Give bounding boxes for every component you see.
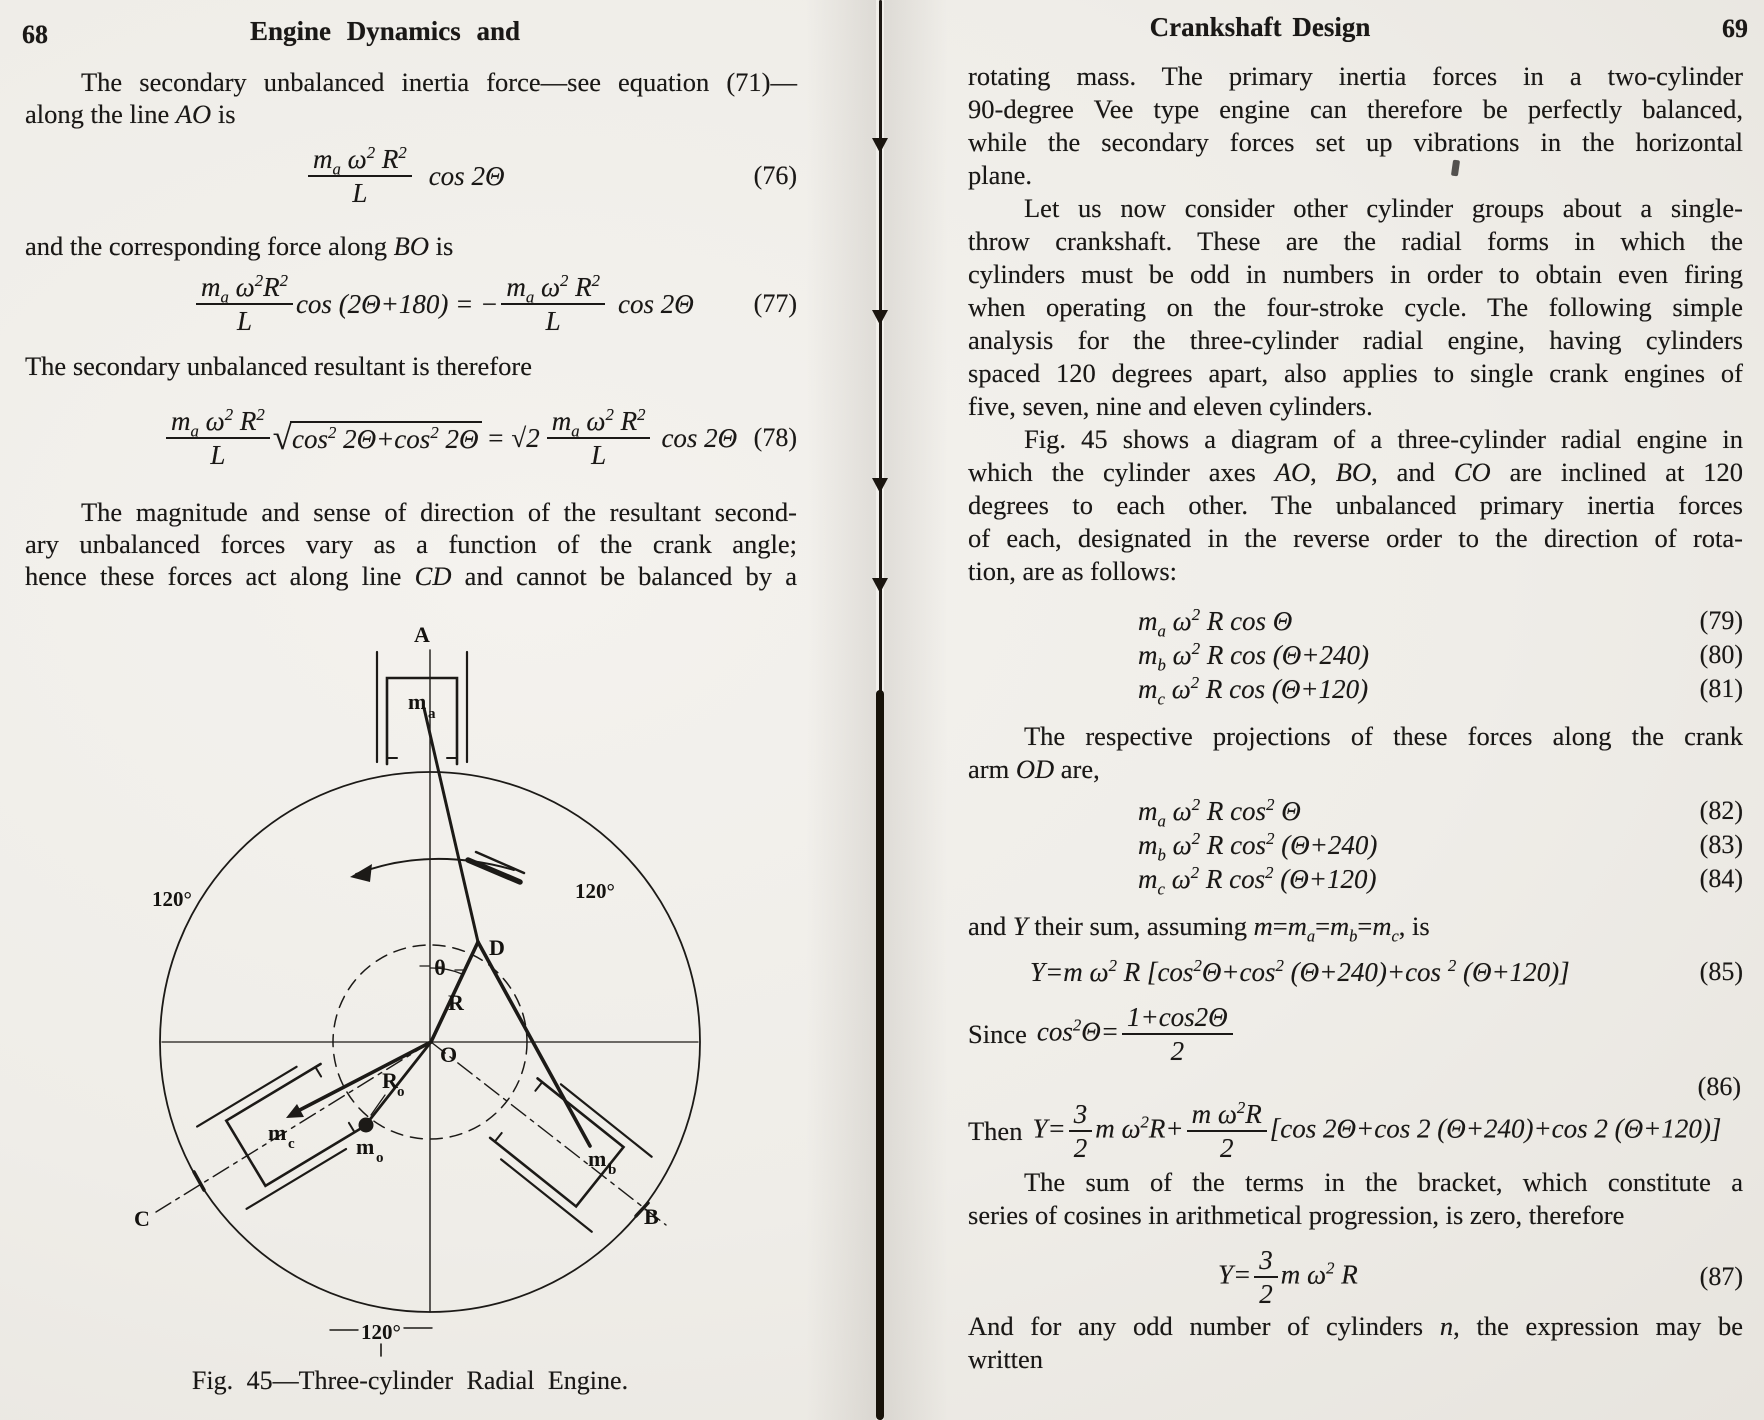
label-Ro-sub: o xyxy=(397,1084,405,1100)
label-angle-right: 120° xyxy=(575,879,615,903)
equation-body: Y= $\frac{3}{2}$ m $\omega^2R+$ $\frac{m \omega^2R}{2}$ [cos 2Θ+cos 2 (Θ+240)+cos 2 (Θ+120)] xyxy=(1032,1097,1722,1163)
numerator: $m_a$ $\omega^2$ $R^2$ xyxy=(308,145,412,177)
paragraph xyxy=(25,496,797,592)
equation-body: $m_c$ $\omega^2$ R $\cos^2 (\Theta+120)$ xyxy=(1138,862,1377,898)
label-A: A xyxy=(414,622,430,647)
paragraph xyxy=(968,60,1743,192)
denominator: L xyxy=(352,178,368,208)
equation-group-79-81 xyxy=(968,604,1743,706)
equation-fraction xyxy=(193,270,296,336)
paragraph xyxy=(968,1310,1743,1376)
paragraph xyxy=(968,192,1743,423)
equation-number: (81) xyxy=(1699,674,1743,703)
page-number-right: 69 xyxy=(1722,14,1748,43)
label-mo-sub: o xyxy=(376,1150,384,1166)
running-head-right: Crankshaft Design xyxy=(1149,12,1371,42)
equation-group-82-84 xyxy=(968,794,1743,896)
force-vector-c xyxy=(292,1042,431,1114)
paragraph xyxy=(968,423,1743,588)
numerator: $m_a$ $\omega^2$ $R^2$ xyxy=(501,273,605,305)
equation-body: $m_b$ $\omega^2$ R cos (Θ+240) xyxy=(1138,638,1370,674)
text-line: spaced 120 degrees apart, also applies to single crank engines of xyxy=(968,358,1743,388)
equation-tail: cos 2Θ xyxy=(618,288,694,319)
gutter-shadow-right xyxy=(884,0,948,1420)
equation-fraction xyxy=(163,404,273,470)
text-line: plane. xyxy=(968,160,1033,190)
piston-b xyxy=(484,1071,652,1232)
connecting-rod-b xyxy=(478,942,590,1146)
text-line: The sum of the terms in the bracket, which constitute a xyxy=(1024,1167,1743,1197)
counterweight-mass-dot xyxy=(359,1118,374,1133)
text-line: cylinders must be odd in numbers in order to obtain even firing xyxy=(968,259,1743,289)
text-line: 90-degree Vee type engine can therefore be perfectly balanced, xyxy=(968,94,1743,124)
text-line: series of cosines in arithmetical progression, is zero, therefore xyxy=(968,1200,1625,1230)
connecting-rod-a xyxy=(424,708,478,942)
equation-83 xyxy=(968,828,1743,862)
equation-number: (79) xyxy=(1699,606,1743,635)
text-line: throw crankshaft. These are the radial forms in which the xyxy=(968,226,1743,256)
numerator: $m_a$ $\omega^2$ $R^2$ xyxy=(166,407,270,439)
text-line: while the secondary forces set up vibrations in the horizontal xyxy=(968,127,1743,157)
text-line: Fig. 45 shows a diagram of a three-cylinder radial engine in xyxy=(1024,424,1743,454)
equation-81 xyxy=(968,672,1743,706)
equation-number: (86) xyxy=(1697,1072,1741,1101)
binding-artifact xyxy=(872,138,888,153)
since-line xyxy=(968,996,1743,1072)
equation-body: $m_b$ $\omega^2$ R $\cos^2 (\Theta+240)$ xyxy=(1138,828,1378,864)
equation-79 xyxy=(968,604,1743,638)
lead-word: Since xyxy=(968,1018,1027,1049)
equation-80 xyxy=(968,638,1743,672)
radicand: $\cos^2 2\Theta+\cos^2$ 2Θ xyxy=(290,421,482,455)
equation-body: Y= $\frac{3}{2}$ m $\omega^2$ R xyxy=(1218,1244,1358,1309)
equation-number: (83) xyxy=(1699,830,1743,859)
equation-body: $\cos^2\Theta=$ $\frac{1+\cos 2\Theta}{2}$ xyxy=(1037,1003,1236,1066)
equation-number: (78) xyxy=(753,423,797,452)
rotation-arrowhead xyxy=(350,864,372,882)
text-line: and Y their sum, assuming $m=m_a=m_b=m_c$, is xyxy=(968,911,1430,946)
equation-body: Y=m $\omega^2$ R [$\cos^2\Theta+\cos^2$ (Θ+240)+cos $^2$ (Θ+120)] xyxy=(1030,955,1570,987)
binding-artifact xyxy=(872,310,888,325)
label-mc: m xyxy=(268,1120,287,1145)
equation-number: (80) xyxy=(1699,640,1743,669)
equation-number: (77) xyxy=(753,289,797,318)
numerator: $m_a$ $\omega^2$ $R^2$ xyxy=(547,407,651,439)
crank-throw-mark xyxy=(468,860,520,882)
page-number-left: 68 xyxy=(22,20,48,49)
label-mb-sub: b xyxy=(608,1162,617,1178)
equation-86 xyxy=(968,1072,1743,1168)
running-head-left: Engine Dynamics and xyxy=(249,16,521,46)
paragraph xyxy=(968,1166,1743,1232)
text-line: written xyxy=(968,1344,1044,1374)
text-line: five, seven, nine and eleven cylinders. xyxy=(968,391,1373,421)
equation-fraction xyxy=(544,404,654,470)
denominator: L xyxy=(545,306,561,336)
numerator: $m_a$ $\omega^2R^2$ xyxy=(196,273,293,305)
equation-number: (82) xyxy=(1699,796,1743,825)
lead-word: Then xyxy=(968,1115,1023,1146)
label-mo: m xyxy=(356,1134,375,1159)
text-line: And for any odd number of cylinders n, the expression may be xyxy=(968,1311,1743,1341)
equation-tail: cos 2Θ xyxy=(661,422,738,453)
text-line: of each, designated in the reverse order to the direction of rota- xyxy=(968,523,1743,553)
label-theta: θ xyxy=(434,955,446,980)
text-line: arm OD are, xyxy=(968,754,1100,784)
equation-76 xyxy=(25,134,797,218)
equation-82 xyxy=(968,794,1743,828)
denominator: L xyxy=(236,306,252,336)
equation-number: (87) xyxy=(1699,1262,1743,1291)
text-line: analysis for the three-cylinder radial engine, having cylinders xyxy=(968,325,1743,355)
text-line: The magnitude and sense of direction of the resultant second- xyxy=(81,497,797,527)
radical-sign: √ xyxy=(272,418,292,457)
text-line: along the line AO is xyxy=(25,99,236,129)
paragraph xyxy=(968,910,1743,946)
equation-body: $m_c$ $\omega^2$ R cos (Θ+120) xyxy=(1138,672,1369,708)
text-line: tion, are as follows: xyxy=(968,556,1178,586)
equation-body: $m_a$ $\omega^2$ R $\cos^2 \Theta$ xyxy=(1138,794,1301,830)
label-angle-bottom: 120° xyxy=(361,1320,401,1344)
equation-middle: = √2 xyxy=(486,422,540,453)
text-line: hence these forces act along line CD and cannot be balanced by a xyxy=(25,561,797,591)
denominator: L xyxy=(591,440,607,470)
label-ma-sub: a xyxy=(428,706,436,722)
gutter-shadow-left xyxy=(806,0,876,1420)
equation-number: (76) xyxy=(753,161,797,190)
text-line: Let us now consider other cylinder groups about a single- xyxy=(1024,193,1743,223)
counterweight-arm xyxy=(368,1042,431,1122)
then-line xyxy=(968,1094,1743,1168)
text-line: when operating on the four-stroke cycle. The following simple xyxy=(968,292,1743,322)
equation-body: $m_a$ $\omega^2$ R cos Θ xyxy=(1138,604,1293,640)
text-line: rotating mass. The primary inertia forces in a two-cylinder xyxy=(968,61,1743,91)
text-line: The secondary unbalanced resultant is therefore xyxy=(25,351,532,381)
label-angle-left: 120° xyxy=(152,887,192,911)
figure-caption: Fig. 45—Three-cylinder Radial Engine. xyxy=(191,1366,629,1395)
text-line: which the cylinder axes AO, BO, and CO are inclined at 120 xyxy=(968,457,1744,487)
label-R: R xyxy=(448,990,464,1015)
label-mc-sub: c xyxy=(288,1136,295,1152)
equation-78 xyxy=(25,390,797,486)
paragraph xyxy=(968,720,1743,786)
equation-fraction xyxy=(498,270,608,336)
equation-middle: cos (2Θ+180) = − xyxy=(295,288,499,319)
binding-gutter-lower xyxy=(876,690,884,1420)
denominator: L xyxy=(210,440,226,470)
equation-84 xyxy=(968,862,1743,896)
text-line: The respective projections of these forces along the crank xyxy=(1024,721,1743,751)
equation-fraction xyxy=(305,142,415,208)
binding-artifact xyxy=(872,478,888,493)
label-Ro: R xyxy=(382,1068,398,1093)
equation-87 xyxy=(968,1242,1743,1312)
equation-77 xyxy=(25,258,797,350)
text-line: ary unbalanced forces vary as a function of the crank angle; xyxy=(25,529,797,559)
label-mb: m xyxy=(588,1146,607,1171)
equation-tail: cos 2Θ xyxy=(428,160,505,191)
text-line: and the corresponding force along BO is xyxy=(25,231,454,261)
figure-45-diagram xyxy=(90,612,722,1360)
text-line: The secondary unbalanced inertia force—see equation (71)— xyxy=(81,67,797,97)
label-B: B xyxy=(644,1204,659,1229)
binding-artifact xyxy=(872,578,888,593)
equation-number: (85) xyxy=(1699,957,1743,986)
text-line: degrees to each other. The unbalanced primary inertia forces xyxy=(968,490,1743,520)
label-C: C xyxy=(134,1206,150,1231)
label-O: O xyxy=(440,1042,458,1067)
label-D: D xyxy=(489,935,505,960)
equation-number: (84) xyxy=(1699,864,1743,893)
equation-85 xyxy=(968,952,1743,992)
paragraph xyxy=(25,66,797,130)
label-ma: m xyxy=(408,689,427,714)
paragraph xyxy=(25,350,797,382)
